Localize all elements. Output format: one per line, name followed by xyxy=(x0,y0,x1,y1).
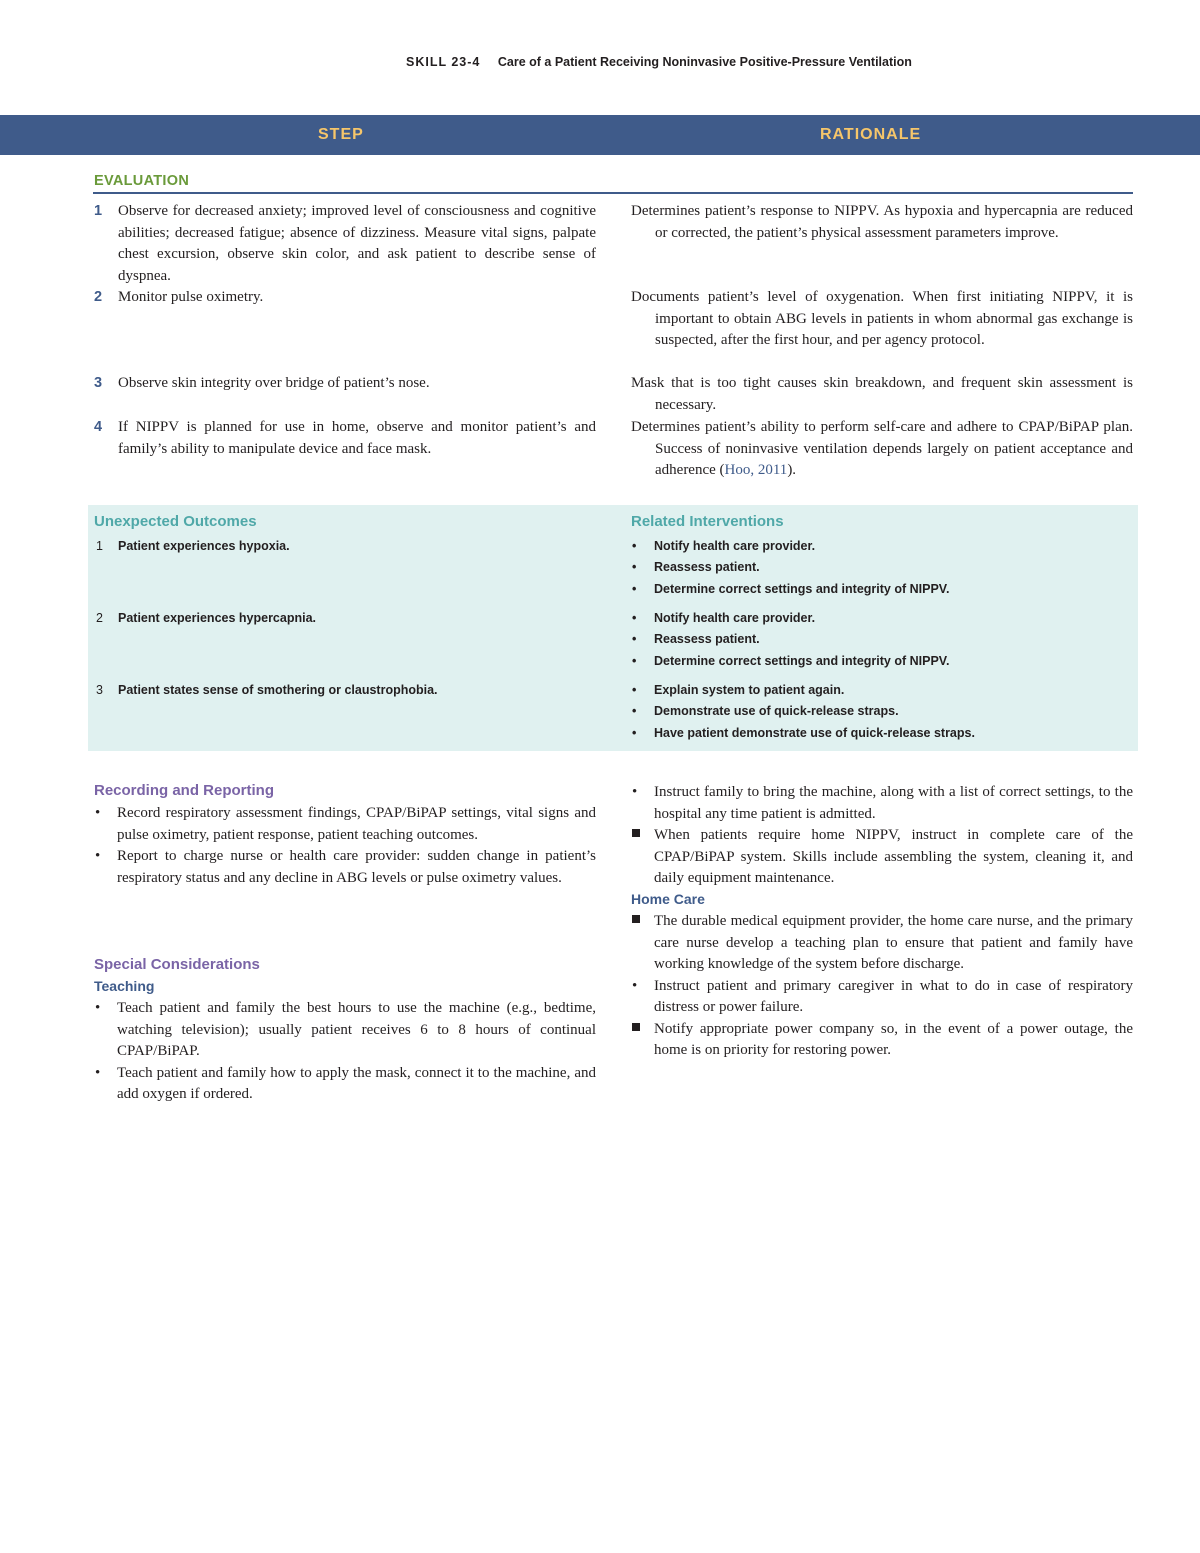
special-considerations-heading: Special Considerations xyxy=(94,956,260,973)
bullet-icon: • xyxy=(632,654,637,668)
list-item-text: The durable medical equipment provider, the home care nurse, and the primary care nurse develop a teaching plan to ensure that patient and family have working knowledge of the system before discharge. xyxy=(654,913,1133,972)
bullet-icon: • xyxy=(632,560,637,574)
step-text: Observe skin integrity over bridge of patient’s nose. xyxy=(118,375,430,391)
outcome-text: Patient experiences hypoxia. xyxy=(118,539,290,553)
step-text: If NIPPV is planned for use in home, observe and monitor patient’s and family’s ability to manipulate device and face mask. xyxy=(118,419,596,457)
list-item-text: When patients require home NIPPV, instruct in complete care of the CPAP/BiPAP system. Skills include assembling the system, cleaning it, and daily equipment maintenance. xyxy=(654,827,1133,886)
teaching-list-right xyxy=(632,782,1133,890)
square-bullet-icon xyxy=(632,911,654,933)
bullet-icon: • xyxy=(632,726,637,740)
intervention-item xyxy=(632,654,949,668)
bullet-icon: • xyxy=(632,683,637,697)
intervention-item xyxy=(632,560,760,574)
step-rationale: Mask that is too tight causes skin breakdown, and frequent skin assessment is necessary. xyxy=(631,375,1133,413)
list-item-text: Record respiratory assessment findings, CPAP/BiPAP settings, vital signs and pulse oximetry, patient response, patient teaching outcomes. xyxy=(117,805,596,843)
bullet-icon: • xyxy=(95,1000,101,1016)
intervention-item xyxy=(632,683,844,697)
skill-title: Care of a Patient Receiving Noninvasive Positive-Pressure Ventilation xyxy=(497,55,912,69)
outcome-text: Patient experiences hypercapnia. xyxy=(118,611,317,625)
evaluation-heading: EVALUATION xyxy=(94,173,190,189)
bullet-icon: • xyxy=(632,977,638,994)
list-item xyxy=(95,998,596,1063)
related-interventions-heading: Related Interventions xyxy=(631,513,784,530)
list-item-text: Notify appropriate power company so, in the event of a power outage, the home is on priority for restoring power. xyxy=(654,1020,1133,1058)
step-number: 1 xyxy=(94,203,103,219)
intervention-text: Notify health care provider. xyxy=(654,539,816,553)
list-item xyxy=(632,911,1133,976)
intervention-text: Determine correct settings and integrity of NIPPV. xyxy=(654,654,950,668)
outcome-number: 2 xyxy=(96,611,103,625)
skill-number: SKILL 23-4 xyxy=(406,55,481,69)
step-number: 4 xyxy=(94,419,103,435)
list-item-text: Instruct patient and primary caregiver in what to do in case of respiratory distress or power failure. xyxy=(654,977,1133,1015)
intervention-text: Reassess patient. xyxy=(654,560,760,574)
home-care-list xyxy=(632,911,1133,1062)
bullet-icon: • xyxy=(95,1064,101,1081)
unexpected-outcomes-heading: Unexpected Outcomes xyxy=(94,513,257,530)
list-item xyxy=(95,1063,596,1106)
teaching-heading: Teaching xyxy=(94,978,155,994)
step-rationale: Documents patient’s level of oxygenation. When first initiating NIPPV, it is important to obtain ABG levels in patients in whom abnormal gas exchange is suspected, after the first hour, and per agency protocol. xyxy=(631,289,1133,348)
rationale-column-header: RATIONALE xyxy=(820,126,922,143)
recording-reporting-list xyxy=(95,803,596,889)
bullet-icon: • xyxy=(95,848,101,864)
square-bullet-icon xyxy=(632,825,654,847)
outcome-number: 1 xyxy=(96,539,103,553)
outcome-text: Patient states sense of smothering or claustrophobia. xyxy=(118,683,438,697)
list-item-text: Report to charge nurse or health care provider: sudden change in patient’s respiratory status and any decline in ABG levels or pulse oximetry values. xyxy=(117,848,596,886)
intervention-text: Explain system to patient again. xyxy=(654,683,845,697)
rationale-text: Determines patient’s ability to perform self-care and adhere to CPAP/BiPAP plan. Success of noninvasive ventilation depends largely on patient acceptance and adherence ( xyxy=(631,419,1133,478)
list-item-text: Teach patient and family how to apply the mask, connect it to the machine, and add oxygen if ordered. xyxy=(117,1064,596,1102)
home-care-heading: Home Care xyxy=(631,891,705,907)
list-item xyxy=(632,782,1133,825)
intervention-item xyxy=(632,611,815,625)
list-item xyxy=(95,846,596,889)
intervention-item xyxy=(632,726,975,740)
bullet-icon: • xyxy=(632,611,637,625)
outcome-number: 3 xyxy=(96,683,103,697)
bullet-icon: • xyxy=(632,784,638,800)
intervention-item xyxy=(632,539,815,553)
bullet-icon: • xyxy=(632,582,637,596)
step-number: 2 xyxy=(94,289,103,305)
bullet-icon: • xyxy=(632,632,637,646)
step-number: 3 xyxy=(94,375,103,391)
list-item-text: Teach patient and family the best hours to use the machine (e.g., bedtime, watching television); usually patient receives 6 to 8 hours of continual CPAP/BiPAP. xyxy=(117,1000,596,1059)
list-item xyxy=(95,803,596,846)
list-item-text: Instruct family to bring the machine, along with a list of correct settings, to the hospital any time patient is admitted. xyxy=(654,784,1133,822)
recording-reporting-heading: Recording and Reporting xyxy=(94,782,274,799)
evaluation-divider xyxy=(93,192,1133,194)
list-item xyxy=(632,825,1133,890)
intervention-item xyxy=(632,582,949,596)
intervention-text: Reassess patient. xyxy=(654,632,760,646)
list-item xyxy=(632,1019,1133,1062)
teaching-list-left xyxy=(95,998,596,1106)
rationale-end: ). xyxy=(787,462,797,478)
intervention-item xyxy=(632,632,760,646)
bullet-icon: • xyxy=(632,704,637,718)
table-header-bar xyxy=(0,115,1200,155)
intervention-text: Have patient demonstrate use of quick-release straps. xyxy=(654,726,975,740)
intervention-text: Determine correct settings and integrity of NIPPV. xyxy=(654,582,950,596)
step-rationale xyxy=(631,417,1133,482)
bullet-icon: • xyxy=(95,805,101,821)
intervention-item xyxy=(632,704,899,718)
list-item xyxy=(632,976,1133,1019)
square-bullet-icon xyxy=(632,1019,654,1041)
citation-link[interactable]: Hoo, 2011 xyxy=(724,462,788,478)
step-text: Monitor pulse oximetry. xyxy=(118,289,264,305)
bullet-icon: • xyxy=(632,539,637,553)
step-text: Observe for decreased anxiety; improved level of consciousness and cognitive abilities; decreased fatigue; absence of dizziness. Measure vital signs, palpate chest excursion, observe skin color, and ask patient to describe sense of dyspnea. xyxy=(118,203,596,284)
step-rationale: Determines patient’s response to NIPPV. As hypoxia and hypercapnia are reduced or corrected, the patient’s physical assessment parameters improve. xyxy=(631,203,1133,241)
intervention-text: Demonstrate use of quick-release straps. xyxy=(654,704,899,718)
running-head xyxy=(406,55,912,69)
intervention-text: Notify health care provider. xyxy=(654,611,816,625)
step-column-header: STEP xyxy=(318,126,364,143)
